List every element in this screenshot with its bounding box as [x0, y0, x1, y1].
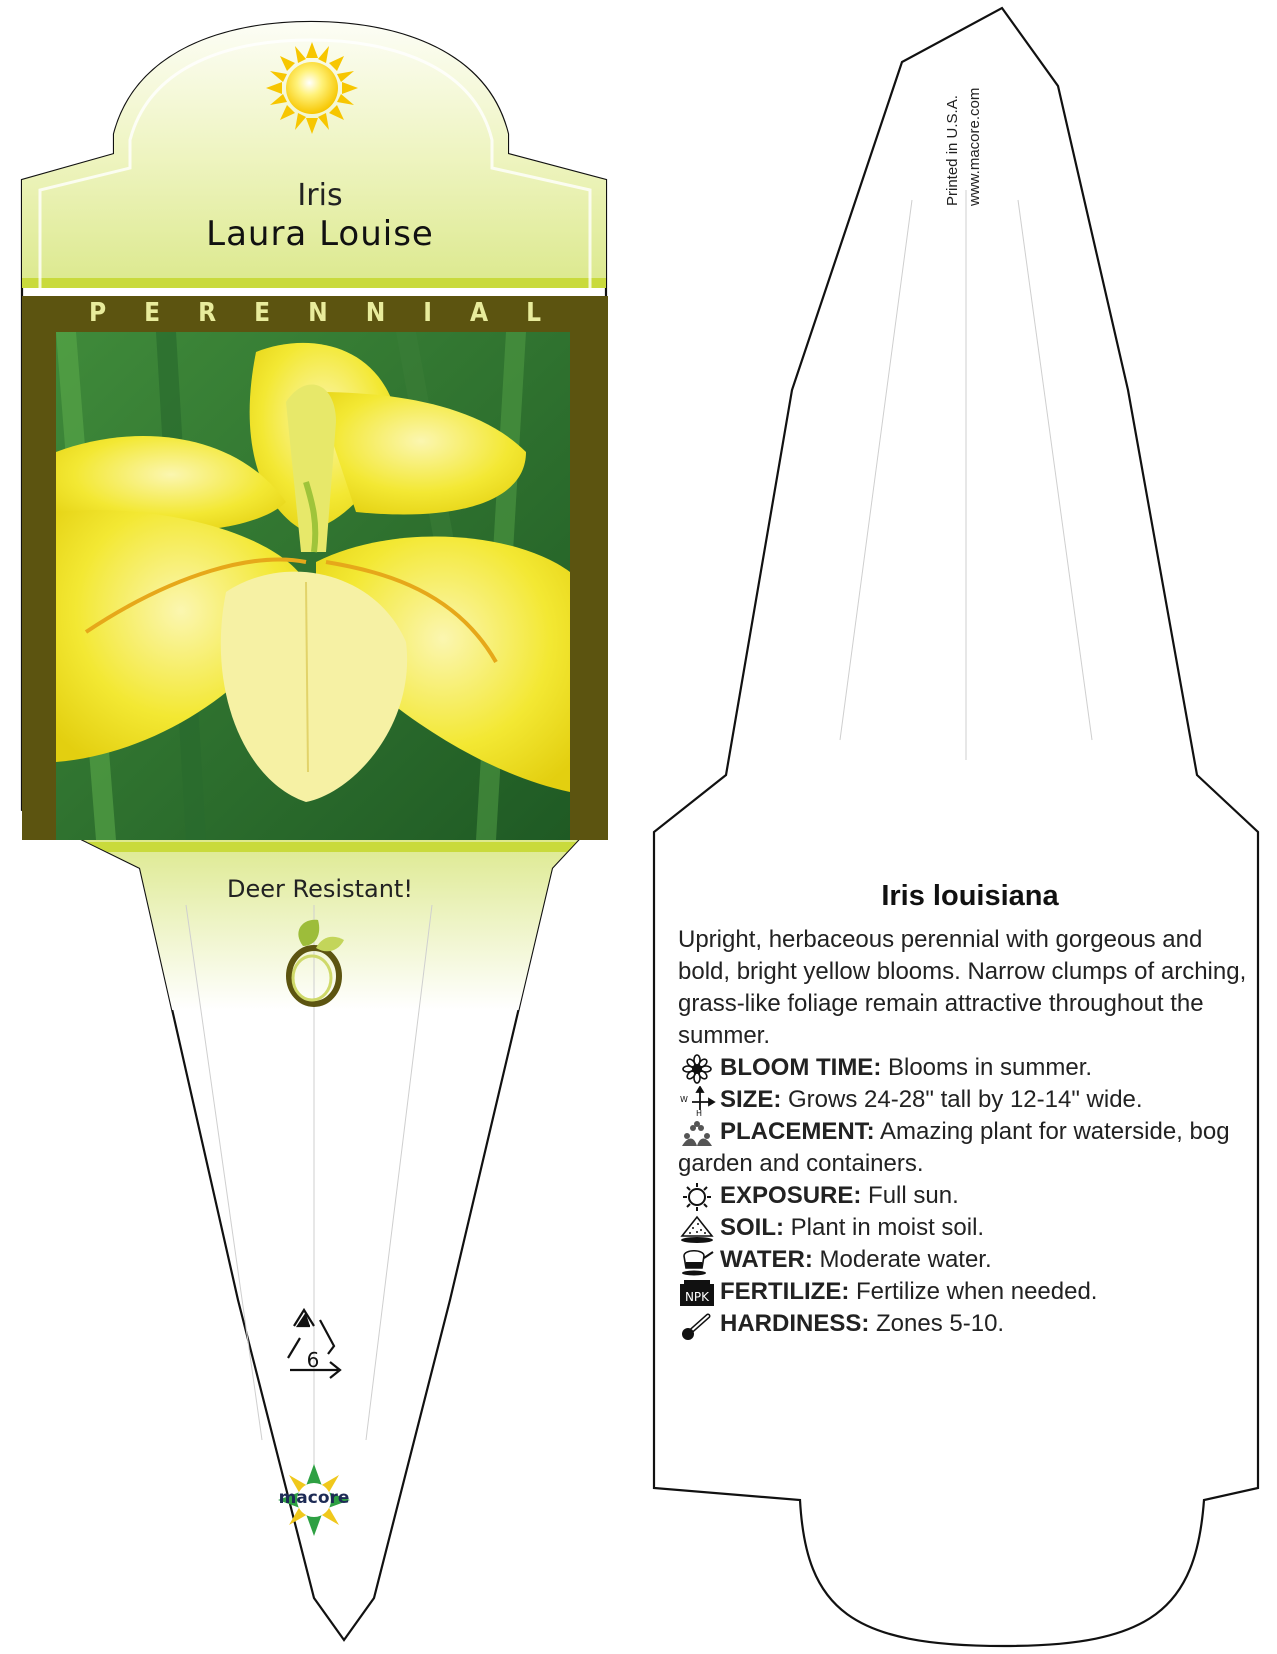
soil-icon: [678, 1214, 716, 1244]
genus-name: Iris: [297, 178, 343, 213]
svg-text:NPK: NPK: [684, 1289, 710, 1304]
attr-placement: PLACEMENT: Amazing plant for waterside, bog garden and containers.: [678, 1118, 1230, 1177]
placement-icon: [678, 1118, 716, 1148]
attr-soil: SOIL: Plant in moist soil.: [678, 1212, 1258, 1244]
svg-text:W: W: [680, 1094, 688, 1104]
recycle-code: 6: [306, 1348, 320, 1372]
svg-text:H: H: [696, 1108, 703, 1116]
thermometer-icon: [678, 1310, 716, 1340]
brand-name: macore: [278, 1488, 350, 1508]
plant-photo: [56, 332, 570, 840]
printed-in-text: Printed in U.S.A.: [944, 95, 961, 206]
flower-icon: [678, 1054, 716, 1084]
website-text: www.macore.com: [966, 87, 983, 206]
watering-can-icon: [678, 1246, 716, 1276]
category-label: PERENNIAL: [89, 298, 579, 328]
npk-icon: [678, 1278, 716, 1308]
attr-hardiness: HARDINESS: Zones 5-10.: [678, 1308, 1258, 1340]
botanical-name: Iris louisiana: [881, 880, 1059, 912]
description: Upright, herbaceous perennial with gorgeous and bold, bright yellow blooms. Narrow clumps of arching, grass-like foliage remain attractive throughout the summer.: [678, 926, 1247, 1049]
attr-fertilize: NPK FERTILIZE: Fertilize when needed.: [678, 1276, 1258, 1308]
attr-size: W H SIZE: Grows 24-28" tall by 12-14" wide.: [680, 1086, 1143, 1116]
feature-text: Deer Resistant!: [227, 875, 413, 903]
attr-bloom-time: BLOOM TIME: Blooms in summer.: [678, 1052, 1258, 1084]
back-tag-outline: [654, 8, 1258, 1646]
care-info: [678, 924, 1258, 1340]
cultivar-name: Laura Louise: [206, 214, 434, 254]
attr-water: WATER: Moderate water.: [678, 1244, 1258, 1276]
attr-exposure: EXPOSURE: Full sun.: [678, 1180, 1258, 1212]
sun-outline-icon: [678, 1182, 716, 1212]
size-arrows-icon: [678, 1086, 716, 1116]
